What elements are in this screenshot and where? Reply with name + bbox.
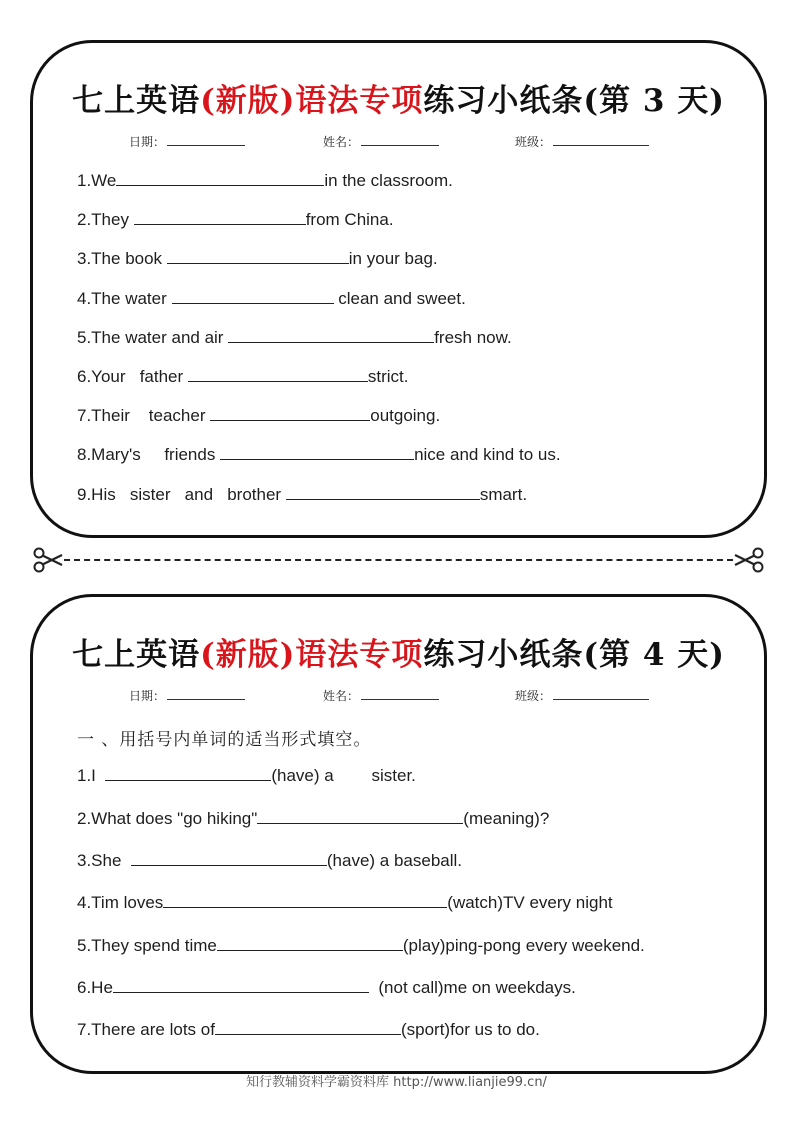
- item-suffix: from China.: [305, 210, 394, 229]
- exercise-item: [77, 289, 466, 309]
- class-blank[interactable]: [553, 688, 649, 700]
- date-blank[interactable]: [167, 688, 245, 700]
- item-prefix: 8.Mary's friends: [77, 445, 221, 464]
- title-part: 练习小纸条(: [423, 637, 600, 673]
- answer-blank[interactable]: [220, 446, 414, 460]
- name-blank[interactable]: [361, 134, 439, 146]
- date-label: 日期：: [129, 689, 166, 703]
- exercise-item: [77, 445, 561, 465]
- item-suffix: in your bag.: [348, 249, 438, 268]
- worksheet-title: [33, 75, 764, 120]
- answer-blank[interactable]: [134, 211, 306, 225]
- class-label: 班级：: [515, 689, 552, 703]
- item-prefix: 2.What does "go hiking": [77, 809, 258, 828]
- title-part: ): [709, 637, 725, 673]
- answer-blank[interactable]: [217, 937, 403, 951]
- title-part: 练习小纸条(: [423, 83, 600, 119]
- student-info-row: [33, 687, 764, 707]
- name-label: 姓名：: [323, 135, 360, 149]
- answer-blank[interactable]: [286, 486, 480, 500]
- date-field[interactable]: [129, 133, 245, 150]
- item-prefix: 5.They spend time: [77, 936, 217, 955]
- answer-blank[interactable]: [131, 852, 327, 866]
- item-suffix: outgoing.: [370, 406, 441, 425]
- item-suffix: (meaning)?: [463, 809, 550, 828]
- title-part: ): [709, 83, 725, 119]
- exercise-item: [77, 367, 409, 387]
- title-highlight: (新版)语法专项: [200, 83, 424, 119]
- item-prefix: 6.Your father: [77, 367, 188, 386]
- exercise-item: [77, 809, 549, 829]
- class-field[interactable]: [515, 687, 649, 704]
- item-suffix: (not call)me on weekdays.: [368, 978, 576, 997]
- name-field[interactable]: [323, 133, 439, 150]
- scissors-icon: [733, 546, 765, 574]
- cut-line: [32, 546, 765, 574]
- exercise-item: [77, 485, 527, 505]
- item-suffix: (watch)TV every night: [447, 893, 613, 912]
- answer-blank[interactable]: [167, 250, 349, 264]
- item-suffix: clean and sweet.: [333, 289, 466, 308]
- date-field[interactable]: [129, 687, 245, 704]
- answer-blank[interactable]: [172, 290, 334, 304]
- class-label: 班级：: [515, 135, 552, 149]
- worksheet-title: [33, 629, 764, 674]
- exercise-item: [77, 978, 576, 998]
- exercise-item: [77, 1020, 540, 1040]
- item-prefix: 3.The book: [77, 249, 167, 268]
- answer-blank[interactable]: [113, 979, 369, 993]
- answer-blank[interactable]: [188, 368, 368, 382]
- item-suffix: (play)ping-pong every weekend.: [402, 936, 645, 955]
- item-suffix: fresh now.: [434, 328, 512, 347]
- footer-watermark: 知行教辅资料学霸资料库 http://www.lianjie99.cn/: [246, 1075, 547, 1090]
- item-prefix: 4.Tim loves: [77, 893, 164, 912]
- item-prefix: 1.I: [77, 766, 106, 785]
- title-day: 第 3 天: [599, 83, 710, 119]
- name-blank[interactable]: [361, 688, 439, 700]
- student-info-row: [33, 133, 764, 153]
- answer-blank[interactable]: [215, 1021, 401, 1035]
- exercise-item: [77, 171, 453, 191]
- item-prefix: 7.There are lots of: [77, 1020, 215, 1039]
- exercise-item: [77, 893, 613, 913]
- class-field[interactable]: [515, 133, 649, 150]
- date-label: 日期：: [129, 135, 166, 149]
- scissors-icon: [32, 546, 64, 574]
- item-prefix: 2.They: [77, 210, 134, 229]
- exercise-item: [77, 766, 416, 786]
- item-prefix: 6.He: [77, 978, 113, 997]
- item-prefix: 1.We: [77, 171, 117, 190]
- item-suffix: smart.: [479, 485, 528, 504]
- exercise-item: [77, 851, 462, 871]
- item-suffix: (have) a sister.: [271, 766, 416, 785]
- answer-blank[interactable]: [228, 329, 434, 343]
- name-field[interactable]: [323, 687, 439, 704]
- exercise-item: [77, 936, 645, 956]
- exercise-item: [77, 249, 438, 269]
- class-blank[interactable]: [553, 134, 649, 146]
- dashed-divider: [64, 559, 733, 561]
- title-highlight: (新版)语法专项: [200, 637, 424, 673]
- item-prefix: 5.The water and air: [77, 328, 229, 347]
- item-prefix: 9.His sister and brother: [77, 485, 286, 504]
- answer-blank[interactable]: [210, 407, 370, 421]
- item-prefix: 3.She: [77, 851, 131, 870]
- exercise-item: [77, 210, 394, 230]
- worksheet-day-3: [30, 40, 767, 538]
- section-instruction: 一 、用括号内单词的适当形式填空。: [77, 730, 372, 750]
- answer-blank[interactable]: [257, 810, 463, 824]
- title-part: 七上英语: [72, 637, 201, 673]
- worksheet-day-4: [30, 594, 767, 1074]
- item-suffix: (sport)for us to do.: [400, 1020, 540, 1039]
- title-day: 第 4 天: [599, 637, 710, 673]
- item-suffix: in the classroom.: [324, 171, 453, 190]
- title-part: 七上英语: [72, 83, 201, 119]
- item-prefix: 4.The water: [77, 289, 172, 308]
- date-blank[interactable]: [167, 134, 245, 146]
- item-suffix: nice and kind to us.: [414, 445, 561, 464]
- item-suffix: (have) a baseball.: [326, 851, 463, 870]
- name-label: 姓名：: [323, 689, 360, 703]
- item-prefix: 7.Their teacher: [77, 406, 211, 425]
- exercise-item: [77, 328, 512, 348]
- answer-blank[interactable]: [105, 767, 271, 781]
- exercise-item: [77, 406, 440, 426]
- item-suffix: strict.: [367, 367, 409, 386]
- answer-blank[interactable]: [163, 894, 447, 908]
- answer-blank[interactable]: [116, 172, 324, 186]
